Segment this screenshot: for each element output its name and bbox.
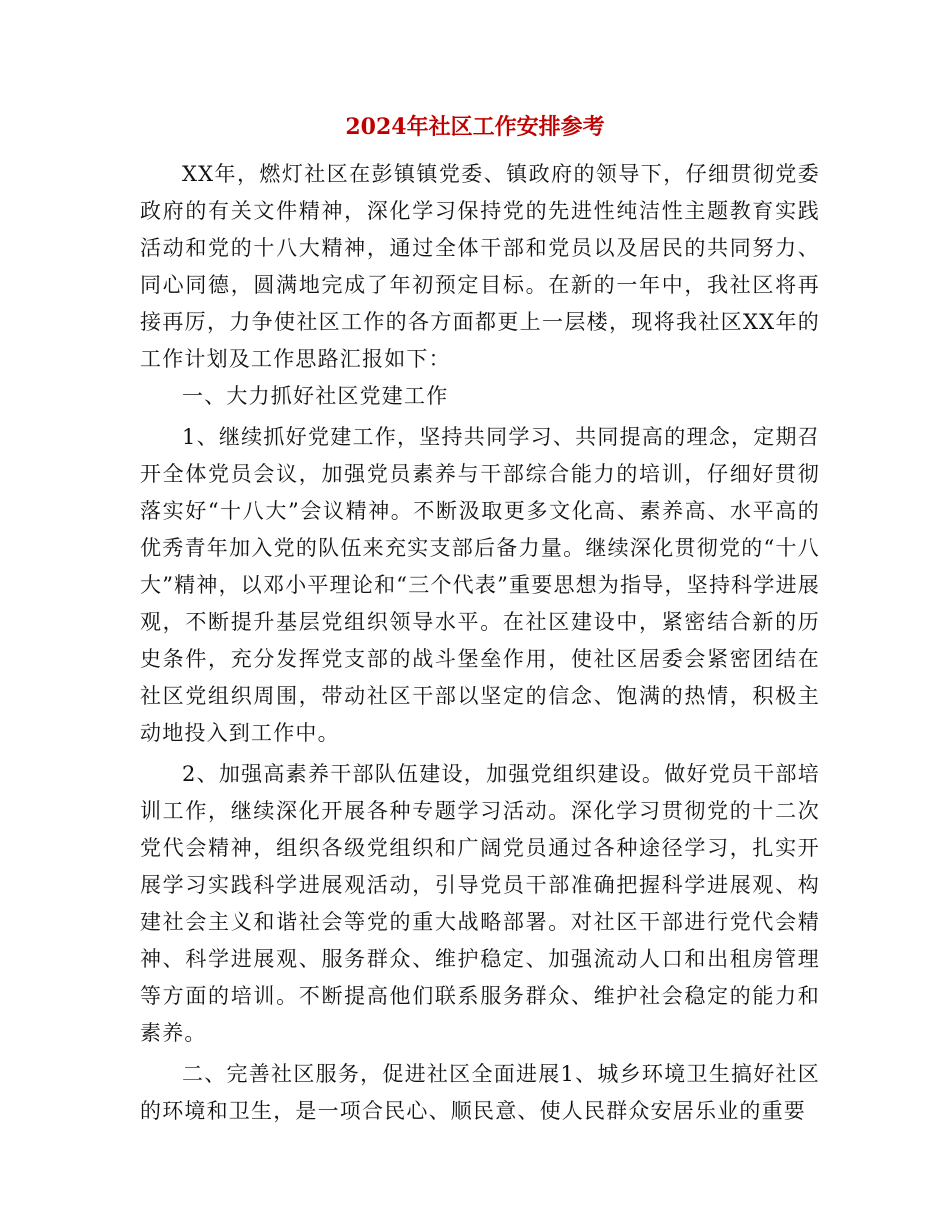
section-heading-party-building: 一、大力抓好社区党建工作	[182, 384, 449, 408]
paragraph-intro: XX年，燃灯社区在彭镇镇党委、镇政府的领导下，仔细贯彻党委政府的有关文件精神，深化学习保持党的先进性纯洁性主题教育实践活动和党的十八大精神，通过全体干部和党员以及居民的共同努力、同心同德，圆满地完成了年初预定目标。在新的一年中，我社区将再接再厉，力争使社区工作的各方面都更上一层楼，现将我社区XX年的工作计划及工作思路汇报如下：	[140, 162, 820, 371]
document-body	[140, 156, 820, 1130]
section-heading-community-service: 二、完善社区服务，促进社区全面进展1、城乡环境卫生搞好社区的环境和卫生，是一项合民心、顺民意、使人民群众安居乐业的重要	[140, 1062, 820, 1123]
paragraph-item-2: 2、加强高素养干部队伍建设，加强党组织建设。做好党员干部培训工作，继续深化开展各种专题学习活动。深化学习贯彻党的十二次党代会精神，组织各级党组织和广阔党员通过各种途径学习，扎实开展学习实践科学进展观活动，引导党员干部准确把握科学进展观、构建社会主义和谐社会等党的重大战略部署。对社区干部进行党代会精神、科学进展观、服务群众、维护稳定、加强流动人口和出租房管理等方面的培训。不断提高他们联系服务群众、维护社会稳定的能力和素养。	[140, 762, 820, 1045]
document-title: 2024年社区工作安排参考	[345, 114, 605, 140]
paragraph-item-1: 1、继续抓好党建工作，坚持共同学习、共同提高的理念，定期召开全体党员会议，加强党员素养与干部综合能力的培训，仔细好贯彻落实好“十八大”会议精神。不断汲取更多文化高、素养高、水平高的优秀青年加入党的队伍来充实支部后备力量。继续深化贯彻党的“十八大”精神，以邓小平理论和“三个代表”重要思想为指导，坚持科学进展观，不断提升基层党组织领导水平。在社区建设中，紧密结合新的历史条件，充分发挥党支部的战斗堡垒作用，使社区居委会紧密团结在社区党组织周围，带动社区干部以坚定的信念、饱满的热情，积极主动地投入到工作中。	[140, 425, 820, 745]
